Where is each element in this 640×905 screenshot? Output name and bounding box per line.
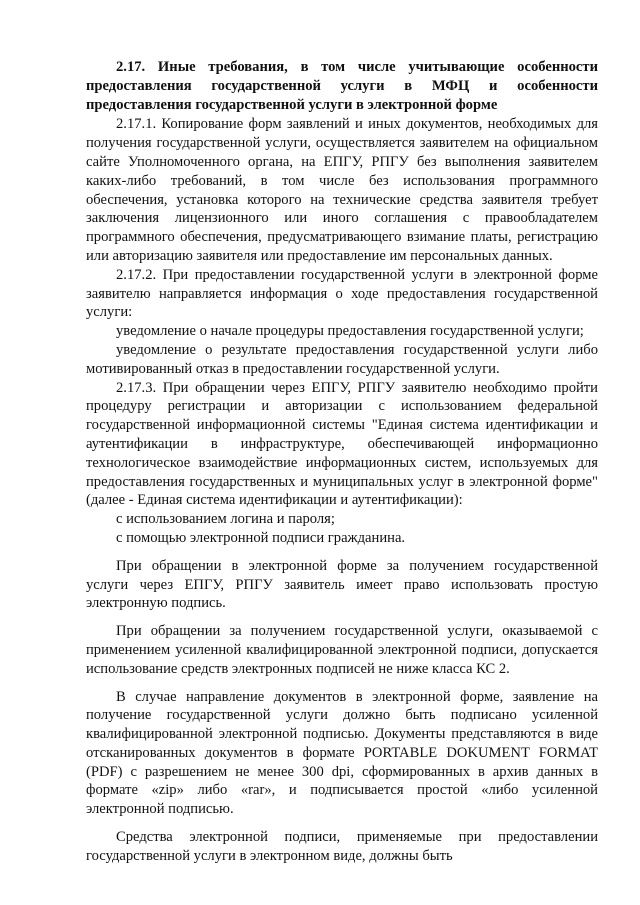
paragraph-qualified-signature: При обращении за получением государственной услуги, оказываемой с применением усиленной квалифицированной электронной подписи, допускается использование средств электронных подписей не ниже класса КС 2. — [86, 623, 598, 677]
document-page — [86, 58, 598, 866]
paragraph-document-format: В случае направление документов в электронной форме, заявление на получение государственной услуги должно быть подписано усиленной квалифицированной электронной подписью. Документы представляются в виде отсканированных документов в формате PORTABLE DOKUMENT FORMAT (PDF) с разрешением не менее 300 dpi, сформированных в архив данных в формате «zip» либо «rar», и подписывается простой «либо усиленной электронной подписью. — [86, 688, 598, 818]
section-heading: 2.17. Иные требования, в том числе учитывающие особенности предоставления государственной услуги в МФЦ и особенности предоставления государственной услуги в электронной форме — [86, 59, 598, 113]
paragraph-electronic-signature: с помощью электронной подписи гражданина. — [116, 529, 406, 546]
paragraph-signature-tools: Средства электронной подписи, применяемые при предоставлении государственной услуги в электронном виде, должны быть — [86, 829, 598, 864]
paragraph-login-password: с использованием логина и пароля; — [116, 511, 335, 528]
paragraph-notice-result: уведомление о результате предоставления государственной услуги либо мотивированный отказ в предоставлении государственной услуги. — [86, 341, 598, 377]
paragraph-2-17-3: 2.17.3. При обращении через ЕПГУ, РПГУ заявителю необходимо пройти процедуру регистрации и авторизации с использованием федеральной государственной информационной системы "Единая система идентификации и аутентификации в инфраструктуре, обеспечивающей информационно технологическое взаимодействие информационных систем, используемых для предоставления государственных и муниципальных услуг в электронной форме" (далее - Единая система идентификации и аутентификации): — [86, 379, 598, 509]
paragraph-2-17-1: 2.17.1. Копирование форм заявлений и иных документов, необходимых для получения государственной услуги, осуществляется заявителем на официальном сайте Уполномоченного органа, на ЕПГУ, РПГУ без выполнения заявителем каких-либо требований, в том числе без использования программного обеспечения, установка которого на технические средства заявителя требует заключения лицензионного или иного соглашения с правообладателем программного обеспечения, предусматривающего взимание платы, регистрацию или авторизацию заявителя или предоставление им персональных данных. — [86, 116, 598, 264]
paragraph-notice-start: уведомление о начале процедуры предоставления государственной услуги; — [116, 323, 584, 340]
paragraph-simple-signature: При обращении в электронной форме за получением государственной услуги через ЕПГУ, РПГУ заявитель имеет право использовать простую электронную подпись. — [86, 557, 598, 612]
paragraph-2-17-2: 2.17.2. При предоставлении государственной услуги в электронной форме заявителю направляется информация о ходе предоставления государственной услуги: — [86, 266, 598, 321]
